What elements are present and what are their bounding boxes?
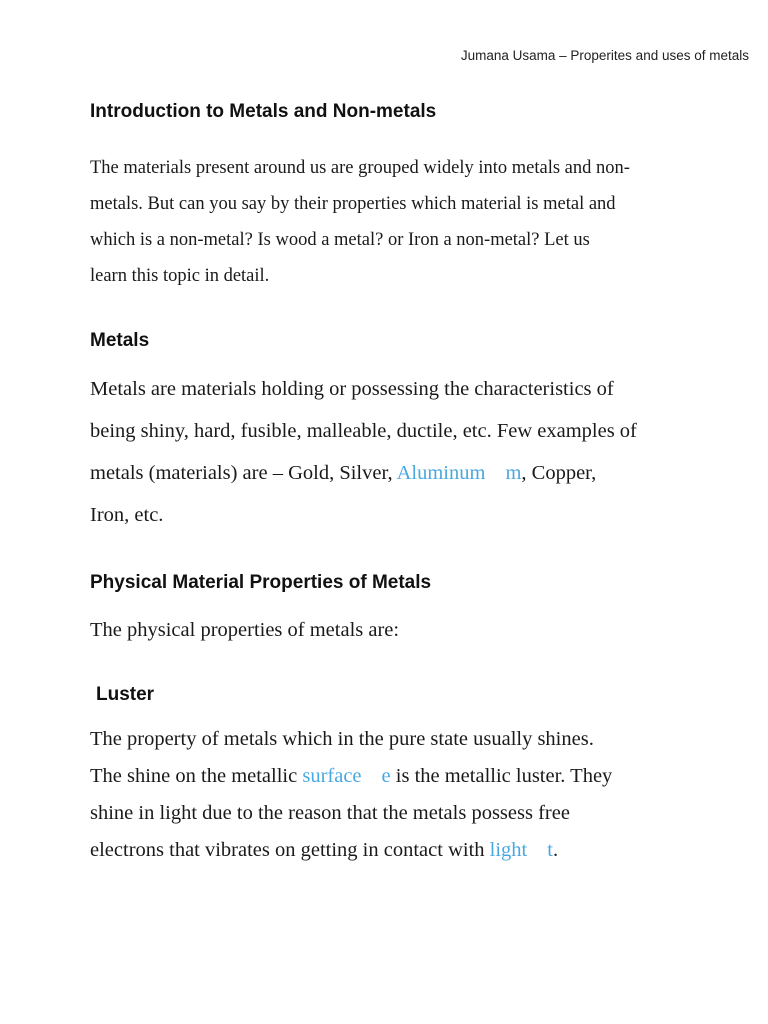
luster-line — [90, 832, 690, 869]
physical-properties-heading: Physical Material Properties of Metals — [90, 572, 432, 593]
intro-paragraph — [90, 150, 690, 294]
luster-paragraph — [90, 721, 690, 869]
metals-paragraph — [90, 368, 690, 536]
intro-line: The materials present around us are grouped widely into metals and non- — [90, 158, 630, 178]
luster-heading: Luster — [96, 684, 155, 705]
luster-line: The property of metals which in the pure state usually shines. — [90, 728, 594, 750]
luster-line-text: The shine on the metallic — [90, 765, 303, 787]
metals-heading: Metals — [90, 330, 150, 351]
intro-line: metals. But can you say by their properties which material is metal and — [90, 194, 616, 214]
light-link[interactable]: light t — [489, 839, 553, 861]
luster-line: shine in light due to the reason that the metals possess free — [90, 802, 570, 824]
metals-line: Iron, etc. — [90, 504, 164, 526]
intro-heading: Introduction to Metals and Non-metals — [90, 101, 437, 122]
intro-line: which is a non-metal? Is wood a metal? or Iron a non-metal? Let us — [90, 230, 590, 250]
luster-line-text: . — [552, 839, 559, 861]
luster-line — [90, 758, 690, 795]
luster-line-text: electrons that vibrates on getting in contact with — [90, 839, 490, 861]
metals-line — [90, 452, 690, 494]
metals-line: being shiny, hard, fusible, malleable, ductile, etc. Few examples of — [90, 420, 637, 442]
physical-properties-intro: The physical properties of metals are: — [90, 619, 400, 641]
intro-line: learn this topic in detail. — [90, 266, 270, 286]
page-header: Jumana Usama – Properites and uses of metals — [460, 48, 749, 63]
surface-link[interactable]: surface e — [302, 765, 391, 787]
luster-line-text: is the metallic luster. They — [390, 765, 613, 787]
aluminum-link[interactable]: Aluminum m — [396, 462, 522, 484]
metals-line-text: metals (materials) are – Gold, Silver, — [90, 462, 397, 484]
metals-line: Metals are materials holding or possessing the characteristics of — [90, 378, 614, 400]
metals-line-text: , Copper, — [521, 462, 597, 484]
